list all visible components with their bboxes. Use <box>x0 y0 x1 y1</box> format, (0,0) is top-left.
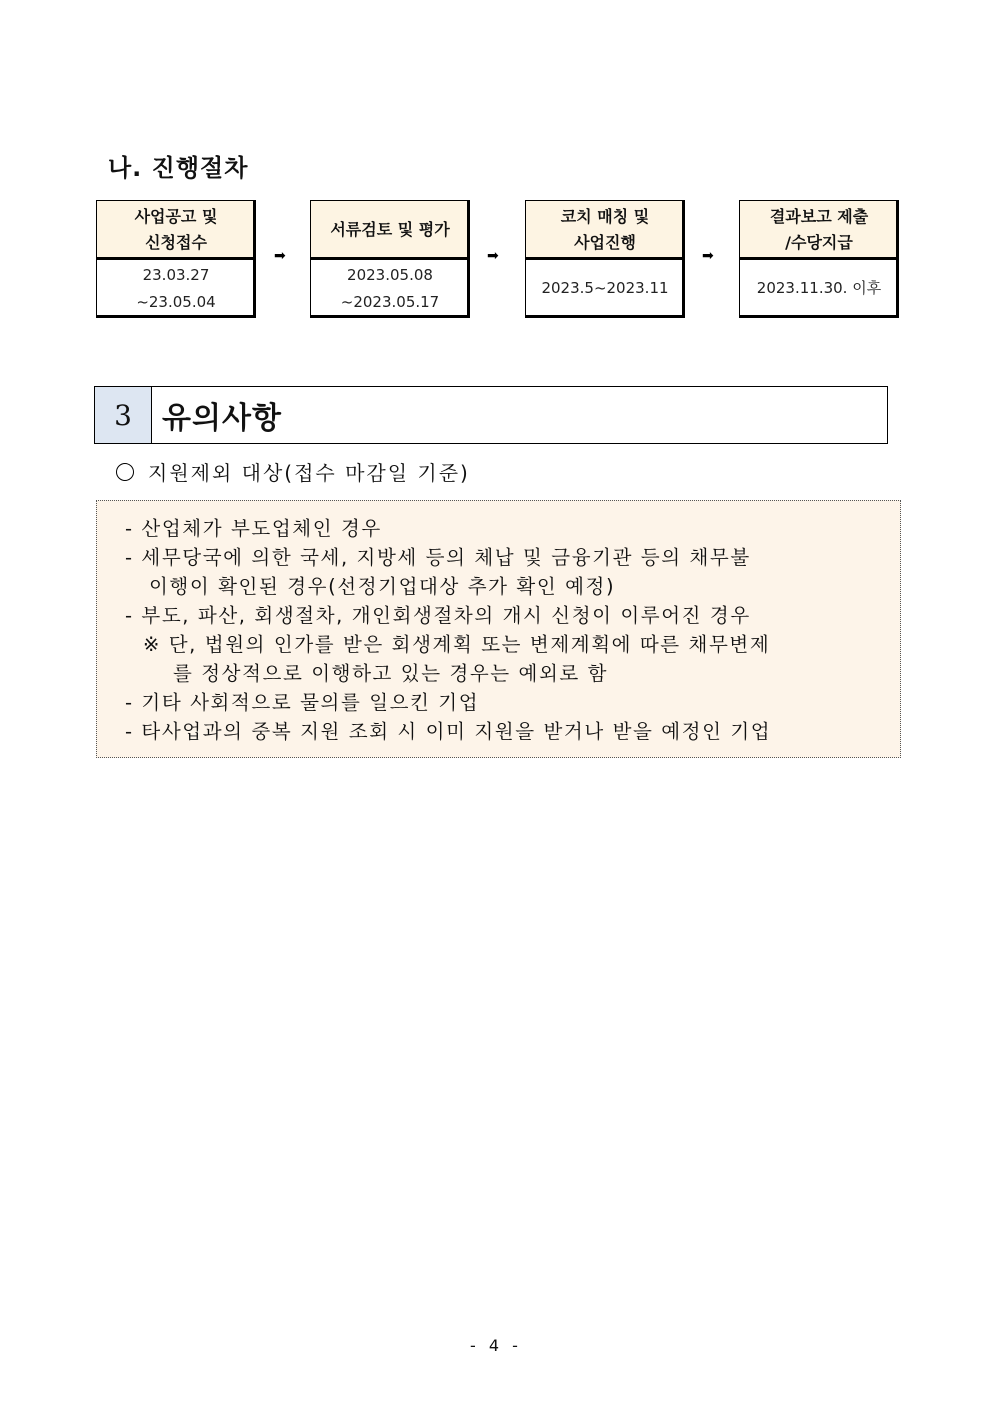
notice-line: 이행이 확인된 경우(선정기업대상 추가 확인 예정) <box>149 575 616 598</box>
step-review <box>310 200 470 318</box>
arrow-right-icon: ➡ <box>702 248 714 264</box>
circle-bullet-icon <box>116 463 134 481</box>
step-date: 2023.11.30. 이후 <box>740 260 898 317</box>
notice-line: 를 정상적으로 이행하고 있는 경우는 예외로 함 <box>173 662 609 685</box>
step-title: 결과보고 제출 /수당지급 <box>740 201 898 260</box>
notice-line: - 세무당국에 의한 국세, 지방세 등의 체납 및 금융기관 등의 채무불 <box>125 546 751 569</box>
step-application <box>96 200 256 318</box>
exclusion-heading-text: 지원제외 대상(접수 마감일 기준) <box>148 461 470 485</box>
section-number: 3 <box>95 387 152 443</box>
step-report <box>739 200 899 318</box>
arrow-right-icon: ➡ <box>487 248 499 264</box>
arrow-right-icon: ➡ <box>274 248 286 264</box>
step-date: 2023.5~2023.11 <box>526 260 684 317</box>
step-title: 코치 매칭 및 사업진행 <box>526 201 684 260</box>
step-title: 서류검토 및 평가 <box>311 201 469 260</box>
exclusion-heading <box>116 457 470 486</box>
step-coaching <box>525 200 685 318</box>
procedure-flow <box>96 200 898 318</box>
notice-line: - 산업체가 부도업체인 경우 <box>125 517 382 540</box>
procedure-heading: 나. 진행절차 <box>108 154 249 182</box>
step-date: 2023.05.08 ~2023.05.17 <box>311 260 469 317</box>
exclusion-notice-box <box>96 500 901 758</box>
notice-line: - 부도, 파산, 회생절차, 개인회생절차의 개시 신청이 이루어진 경우 <box>125 604 751 627</box>
notice-line: - 기타 사회적으로 물의를 일으킨 기업 <box>125 691 480 714</box>
section-title-bar <box>94 386 888 444</box>
step-date: 23.03.27 ~23.05.04 <box>97 260 255 317</box>
notice-line: - 타사업과의 중복 지원 조회 시 이미 지원을 받거나 받을 예정인 기업 <box>125 720 772 743</box>
section-title: 유의사항 <box>162 401 282 436</box>
page-number: - 4 - <box>470 1336 522 1355</box>
notice-line: ※ 단, 법원의 인가를 받은 회생계획 또는 변제계획에 따른 채무변제 <box>143 633 771 656</box>
step-title: 사업공고 및 신청접수 <box>97 201 255 260</box>
